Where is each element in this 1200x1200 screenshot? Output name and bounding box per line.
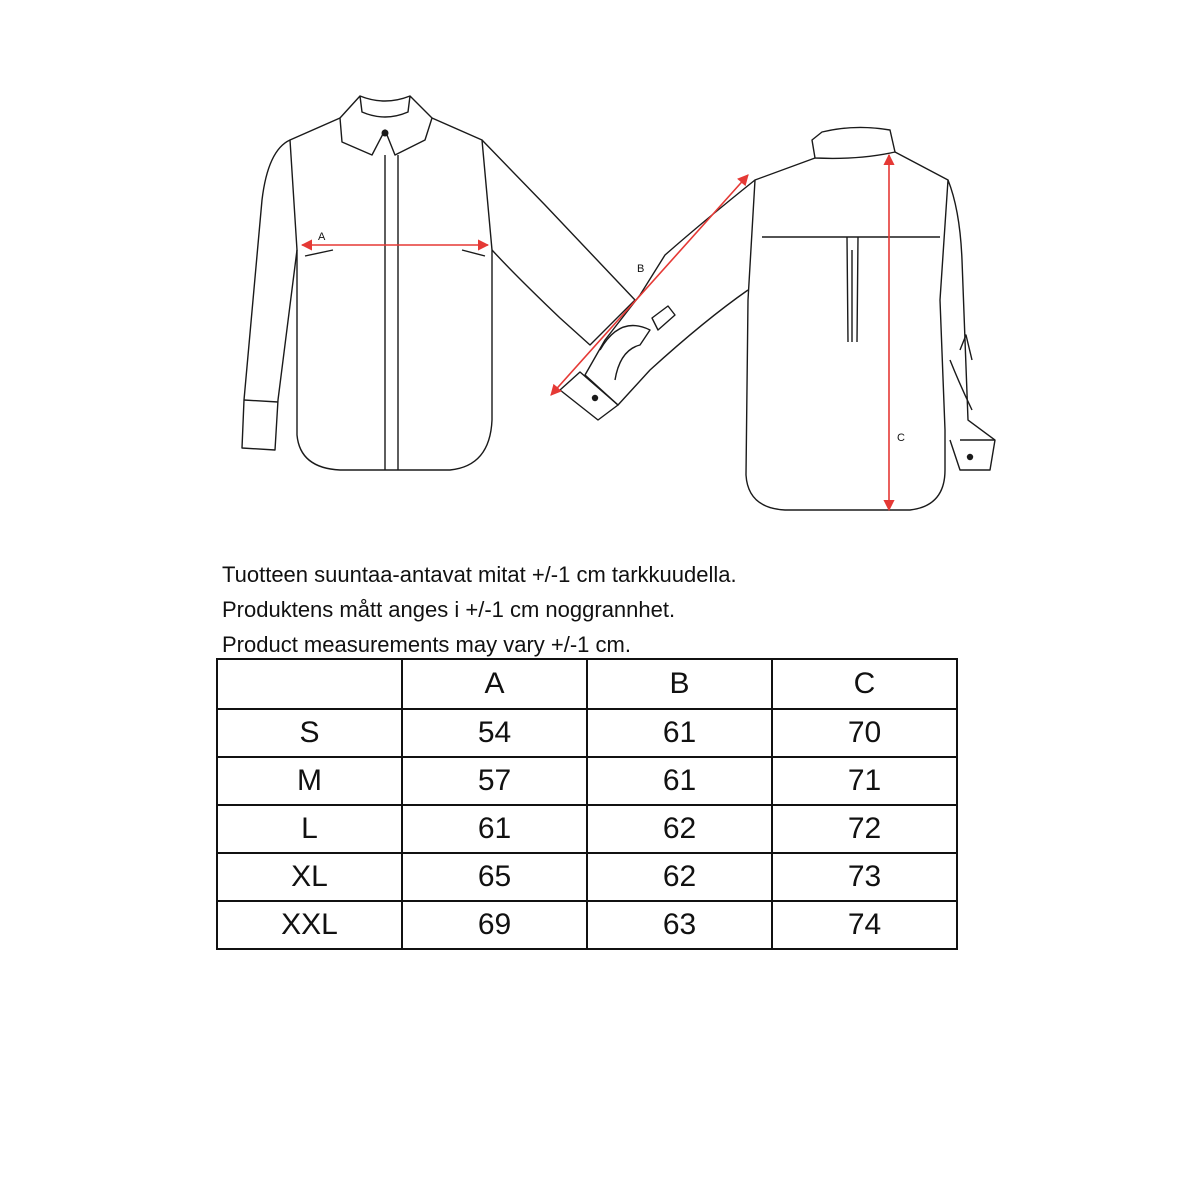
value-cell: 69 <box>402 901 587 949</box>
back-pleat <box>847 237 858 342</box>
size-cell: XXL <box>217 901 402 949</box>
note-finnish: Tuotteen suuntaa-antavat mitat +/-1 cm tarkkuudella. <box>222 562 737 587</box>
value-cell: 61 <box>587 757 772 805</box>
note-swedish: Produktens mått anges i +/-1 cm noggrannhet. <box>222 597 676 622</box>
table-row <box>217 709 957 757</box>
table-row <box>217 901 957 949</box>
value-cell: 65 <box>402 853 587 901</box>
header-cell-c: C <box>772 659 957 709</box>
collar-button-icon <box>382 130 389 137</box>
size-cell: L <box>217 805 402 853</box>
back-collar <box>812 127 895 158</box>
value-cell: 61 <box>402 805 587 853</box>
cuff-button-icon <box>592 395 598 401</box>
measure-b-label: B <box>637 263 645 275</box>
cuff-button-icon <box>967 454 973 460</box>
value-cell: 62 <box>587 853 772 901</box>
header-cell <box>217 659 402 709</box>
value-cell: 54 <box>402 709 587 757</box>
value-cell: 62 <box>587 805 772 853</box>
front-left-sleeve <box>242 140 297 450</box>
table-row <box>217 805 957 853</box>
value-cell: 63 <box>587 901 772 949</box>
measure-a-label: A <box>318 231 326 243</box>
shirt-back-drawing <box>560 127 995 510</box>
measure-c-label: C <box>897 432 905 444</box>
value-cell: 73 <box>772 853 957 901</box>
note-english: Product measurements may vary +/-1 cm. <box>222 632 631 657</box>
value-cell: 74 <box>772 901 957 949</box>
value-cell: 72 <box>772 805 957 853</box>
size-cell: XL <box>217 853 402 901</box>
back-sleeve <box>585 180 755 405</box>
shirt-measurement-diagram <box>0 0 1200 540</box>
front-right-sleeve <box>482 140 635 345</box>
table-row <box>217 853 957 901</box>
measurement-notes <box>222 557 982 662</box>
value-cell: 57 <box>402 757 587 805</box>
front-left-cuff <box>244 400 278 402</box>
measure-b-arrow <box>551 175 748 395</box>
size-cell: M <box>217 757 402 805</box>
header-cell-b: B <box>587 659 772 709</box>
size-chart-table <box>216 658 958 950</box>
front-collar <box>340 96 432 155</box>
front-placket <box>385 155 398 470</box>
back-right-sleeve <box>948 180 995 470</box>
front-body-outline <box>290 118 492 470</box>
value-cell: 71 <box>772 757 957 805</box>
table-row <box>217 757 957 805</box>
table-header-row <box>217 659 957 709</box>
shirt-front-drawing <box>242 96 635 470</box>
value-cell: 70 <box>772 709 957 757</box>
back-body-outline <box>746 152 948 510</box>
back-cuff <box>560 372 618 420</box>
value-cell: 61 <box>587 709 772 757</box>
header-cell-a: A <box>402 659 587 709</box>
size-cell: S <box>217 709 402 757</box>
